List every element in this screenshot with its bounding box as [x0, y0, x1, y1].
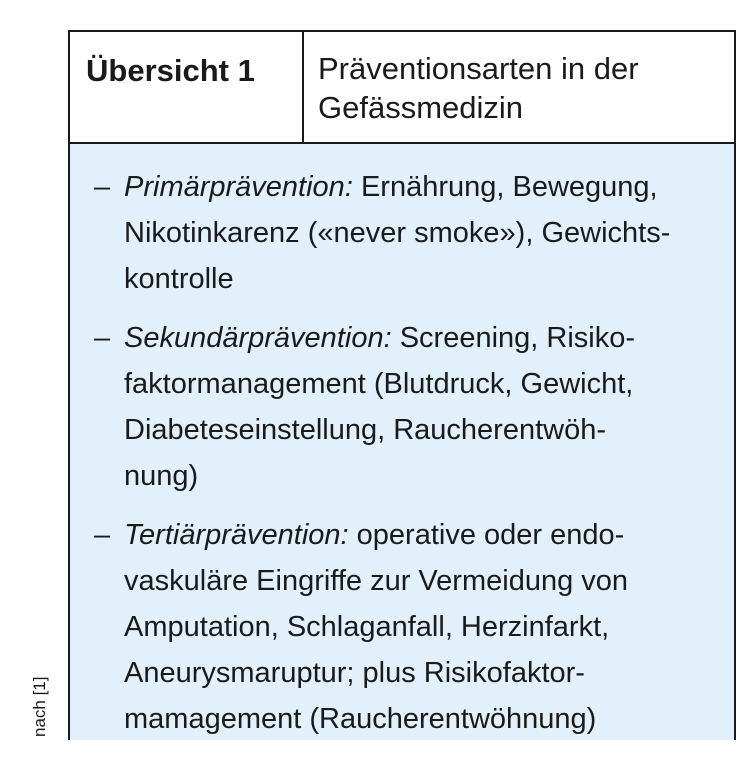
text-line: nung): [124, 460, 199, 492]
overview-content: [70, 144, 734, 740]
text-line: Screening, Risiko-: [399, 322, 636, 354]
title-line-2: Gefässmedizin: [318, 90, 524, 125]
text-line: mamagement (Raucherentwöhnung): [124, 703, 597, 735]
overview-label: Übersicht 1: [70, 32, 304, 142]
list-item-secondary: [94, 315, 714, 499]
list-item-text: [124, 315, 714, 499]
list-dash: –: [94, 171, 111, 203]
text-line: Nikotinkarenz («never smoke»), Gewichts-: [124, 217, 671, 249]
overview-title: [304, 32, 734, 142]
text-line: faktormanagement (Blutdruck, Gewicht,: [124, 368, 634, 400]
list-item-primary: [94, 164, 714, 302]
title-line-1: Präventionsarten in der: [318, 51, 639, 86]
term-primary: Primärprävention:: [124, 171, 353, 203]
text-line: kontrolle: [124, 263, 234, 295]
text-line: Ernährung, Bewegung,: [360, 171, 658, 203]
text-line: vaskuläre Eingriffe zur Vermeidung von: [124, 565, 629, 597]
text-line: Amputation, Schlaganfall, Herzinfarkt,: [124, 611, 610, 643]
list-item-text: [124, 164, 714, 302]
text-line: operative oder endo-: [356, 519, 625, 551]
text-line: Diabeteseinstellung, Raucherentwöh-: [124, 414, 607, 446]
term-secondary: Sekundärprävention:: [124, 322, 392, 354]
text-line: Aneurysmaruptur; plus Risikofaktor-: [124, 657, 585, 689]
overview-header: [70, 32, 734, 144]
list-item-text: [124, 512, 714, 742]
list-dash: –: [94, 519, 111, 551]
list-item-tertiary: [94, 512, 714, 742]
list-dash: –: [94, 322, 111, 354]
overview-box: [68, 30, 736, 740]
source-note: nach [1]: [30, 676, 49, 737]
term-tertiary: Tertiärprävention:: [124, 519, 349, 551]
